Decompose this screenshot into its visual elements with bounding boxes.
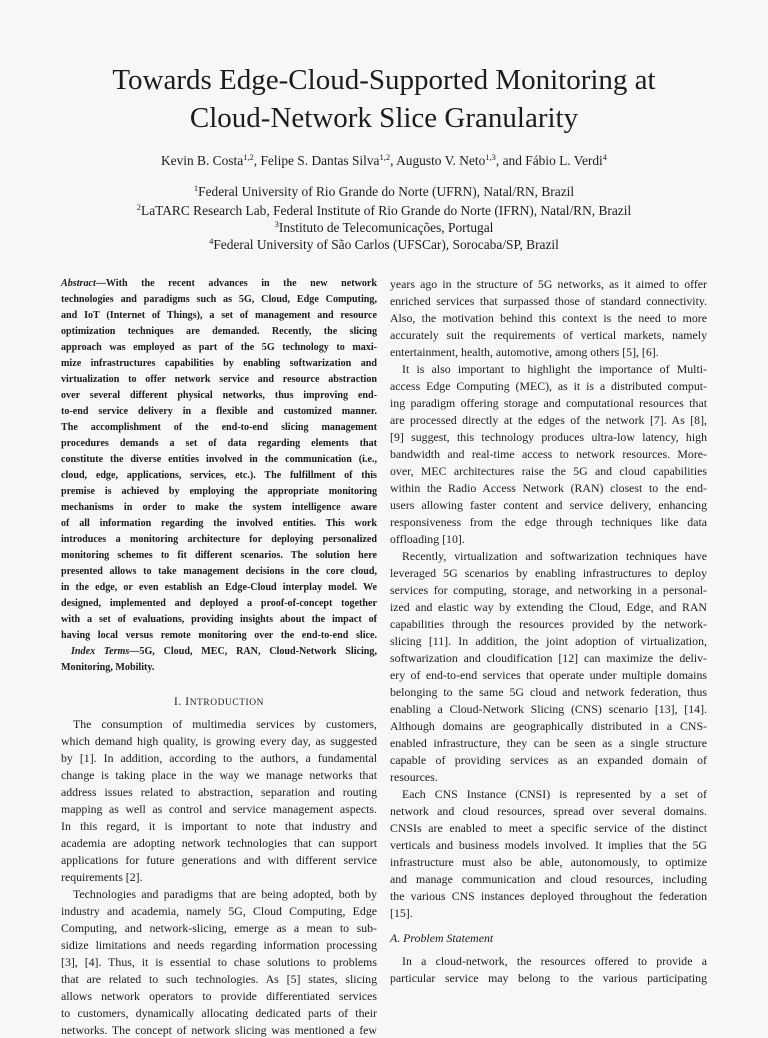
abstract-line: The accomplishment of the end-to-end slicing management <box>61 422 377 433</box>
abstract-line: cloud, edge, applications, services, etc.). The fulfillment of this <box>61 470 377 481</box>
body-line: by [1]. In addition, according to the authors, a fundamental <box>61 751 377 765</box>
affiliation <box>0 183 768 201</box>
body-line: [9] suggest, this technology produces ultra-low latency, high <box>390 430 707 444</box>
body-line: ery of end-to-end services that operate under multiple domains <box>390 668 707 682</box>
body-line: within the Radio Access Network (RAN) closest to the end- <box>390 481 707 495</box>
body-line: services for computing, storage, and networking in a personal- <box>390 583 707 597</box>
affiliation-text: Federal University of São Carlos (UFSCar), Sorocaba/SP, Brazil <box>213 237 559 252</box>
body-line: [15]. <box>390 906 413 920</box>
abstract-line: having local versus remote monitoring over the end-to-end slice. <box>61 630 377 641</box>
body-line: over, MEC architectures raise the 5G and cloud capabilities <box>390 464 707 478</box>
body-line: mapping as well as control and service management aspects. <box>61 802 377 816</box>
paper-title-line-2: Cloud-Network Slice Granularity <box>189 102 579 134</box>
affiliation-number: 4 <box>209 236 214 246</box>
author-separator: , <box>390 153 397 168</box>
body-line: to customers, dynamically allocating dedicated parts of their <box>61 1006 377 1020</box>
body-line: sidize limitations and needs regarding information processing <box>61 938 377 952</box>
body-line: resources. <box>390 770 438 784</box>
affiliation-number: 1 <box>193 183 199 193</box>
body-line: enabling a Cloud-Network Slicing (CNS) scenario [13], [14]. <box>390 702 707 716</box>
affiliation <box>0 236 768 254</box>
body-line: capable of providing services as an expanded domain of <box>390 753 707 767</box>
abstract-line: approach was employed as part of the 5G technology to maxi- <box>61 342 377 353</box>
body-line: access Edge Computing (MEC), as it is a distributed comput- <box>390 379 707 393</box>
abstract-line: with a set of evaluations, providing insights about the impact of <box>61 614 377 625</box>
body-line: applications for future generations and with different service <box>61 853 377 867</box>
affiliation <box>0 219 768 237</box>
body-line: are processed directly at the edges of the network [7]. As [8], <box>390 413 707 427</box>
body-line: slicing [11]. In addition, the joint adoption of virtualization, <box>390 634 707 648</box>
body-line: ized and elastic way by extending the Cloud, Edge, and RAN <box>390 600 707 614</box>
body-line: ing paradigm offering storage and computational resources that <box>390 396 707 410</box>
abstract-line: over several different physical networks, thus improving end- <box>61 390 377 401</box>
body-line: It is also important to highlight the importance of Multi- <box>402 362 707 376</box>
author-name: Fábio L. Verdi <box>525 153 603 168</box>
body-line: Although domains are geographically distributed in a CNS- <box>390 719 707 733</box>
abstract-line: presented allows to take management decisions in the core cloud, <box>61 566 377 577</box>
body-line: In this regard, it is important to note that industry and <box>61 819 377 833</box>
body-line: offloading [10]. <box>390 532 465 546</box>
author-name: Kevin B. Costa <box>160 153 244 168</box>
body-line: particular service may belong to the various participating <box>390 971 707 985</box>
body-line: network and cloud resources, spread over several domains. <box>390 804 707 818</box>
body-line: which demand high quality, is growing every day, as suggested <box>61 734 377 748</box>
body-line: belonging to the same 5G cloud and network federation, thus <box>390 685 707 699</box>
body-line: Also, the motivation behind this context is the need to more <box>390 311 707 325</box>
section-heading-introduction: I. INTRODUCTION <box>173 696 264 708</box>
body-line: Technologies and paradigms that are being adopted, both by <box>73 887 377 901</box>
body-line: leveraged 5G scenarios by enabling infrastructures to deploy <box>390 566 707 580</box>
abstract-line: to-end service delivery in a flexible and customized manner. <box>61 406 377 417</box>
body-line: academia are adopting network technologies that can support <box>61 836 377 850</box>
author-affiliation-mark: 4 <box>602 152 608 162</box>
body-line: verticals and business models involved. It implies that the 5G <box>390 838 707 852</box>
body-line: users allowing faster content and service delivery, enhancing <box>390 498 707 512</box>
abstract-line: premise is achieved by employing the appropriate monitoring <box>61 486 377 497</box>
subsection-heading-problem-statement: A. Problem Statement <box>390 931 494 945</box>
affiliation-number: 2 <box>136 202 142 212</box>
body-line: softwarization and cloudification [12] can maximize the deliv- <box>390 651 707 665</box>
body-line: networks. The concept of network slicing was mentioned a few <box>61 1023 377 1037</box>
body-line: and manage communication and cloud resources, including <box>390 872 707 886</box>
body-line: capabilities through the resources provided by the network- <box>390 617 707 631</box>
affiliation-text: LaTARC Research Lab, Federal Institute of Rio Grande do Norte (IFRN), Natal/RN, Brazil <box>141 203 632 218</box>
abstract-line: of all information regarding the involved entities. This work <box>61 518 377 529</box>
body-line: allows network operators to provide differentiated services <box>61 989 377 1003</box>
abstract-line: monitoring schemes to fit different scenarios. The solution here <box>61 550 377 561</box>
affiliation-text: Federal University of Rio Grande do Norte (UFRN), Natal/RN, Brazil <box>198 184 575 199</box>
abstract-line: Abstract—With the recent advances in the new network <box>61 278 377 289</box>
abstract-line: technologies and paradigms such as 5G, Cloud, Edge Computing, <box>61 294 377 305</box>
author-affiliation-mark: 1,2 <box>379 152 391 162</box>
body-line: that are related to such technologies. As [5] states, slicing <box>61 972 377 986</box>
abstract-line: designed, implemented and deployed a proof-of-concept together <box>61 598 377 609</box>
body-line: Computing, and network-slicing, emerge as a mean to sub- <box>61 921 377 935</box>
abstract-line: introduces a monitoring architecture for deploying personalized <box>61 534 377 545</box>
body-line: Recently, virtualization and softwarization techniques have <box>402 549 707 563</box>
body-line: change is taking place in the way we manage networks that <box>61 768 377 782</box>
index-terms-line: Monitoring, Mobility. <box>61 662 155 673</box>
body-line: address issues related to abstraction, separation and routing <box>61 785 377 799</box>
abstract-line: procedures demands a set of data regarding elements that <box>61 438 377 449</box>
author-affiliation-mark: 1,3 <box>485 152 496 162</box>
author-name: Felipe S. Dantas Silva <box>260 153 380 168</box>
body-line: infrastructure must also be able, autonomously, to optimize <box>390 855 707 869</box>
body-line: bandwidth and real-time access to network resources. More- <box>390 447 707 461</box>
body-line: entertainment, health, automotive, among others [5], [6]. <box>390 345 659 359</box>
body-line: the various CNS instances deployed throughout the federation <box>390 889 707 903</box>
body-line: [3], [4]. Thus, it is essential to chase solutions to problems <box>61 955 377 969</box>
abstract-line: and IoT (Internet of Things), a set of management and resource <box>61 310 377 321</box>
author-list <box>0 152 768 170</box>
abstract-line: in the edge, or even establish an Edge-Cloud interplay model. We <box>61 582 377 593</box>
body-line: accurately suit the requirements of vertical markets, namely <box>390 328 707 342</box>
affiliation-text: Instituto de Telecomunicações, Portugal <box>278 220 494 235</box>
body-line: years ago in the structure of 5G networks, as it aimed to offer <box>390 277 707 291</box>
abstract-label: Abstract <box>61 278 96 289</box>
body-line: requirements [2]. <box>61 870 143 884</box>
abstract-line: virtualization to offer network service and resource abstraction <box>61 374 377 385</box>
abstract-line: constitute the diverse entities involved in the communication (i.e., <box>61 454 377 465</box>
body-line: Each CNS Instance (CNSI) is represented by a set of <box>402 787 707 801</box>
body-line: enabled infrastructure, they can be seen as a single structure <box>390 736 707 750</box>
abstract-line: mechanisms in order to make the system intelligence aware <box>61 502 377 513</box>
author-affiliation-mark: 1,2 <box>243 152 254 162</box>
body-line: The consumption of multimedia services by customers, <box>73 717 377 731</box>
paper-title-line-1: Towards Edge-Cloud-Supported Monitoring at <box>112 64 656 96</box>
body-line: responsiveness from the edge through techniques like data <box>390 515 707 529</box>
author-name: Augusto V. Neto <box>396 153 486 168</box>
index-terms-label: Index Terms <box>71 646 130 657</box>
abstract-line: optimization techniques are demanded. Recently, the slicing <box>61 326 377 337</box>
author-separator: , <box>253 153 261 168</box>
author-separator: , and <box>495 153 526 168</box>
body-line: industry and academia, namely 5G, Cloud Computing, Edge <box>61 904 377 918</box>
index-terms-line: Index Terms—5G, Cloud, MEC, RAN, Cloud-Network Slicing, <box>71 646 377 657</box>
body-line: enriched services that surpassed those of standard connectivity. <box>390 294 707 308</box>
abstract-line: mize infrastructures capabilities by enabling softwarization and <box>61 358 377 369</box>
affiliation <box>0 202 768 220</box>
affiliation-number: 3 <box>274 219 279 229</box>
body-line: CNSIs are enabled to meet a specific service of the distinct <box>390 821 707 835</box>
body-line: In a cloud-network, the resources offered to provide a <box>402 954 707 968</box>
